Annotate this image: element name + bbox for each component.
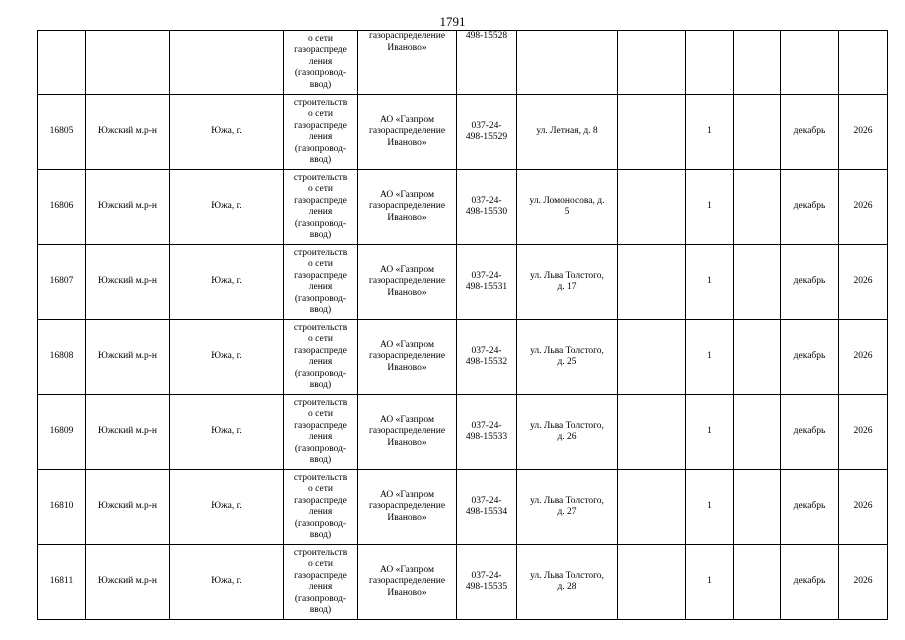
cell-district: Южский м.р-н	[86, 470, 170, 545]
cell-extra	[618, 395, 686, 470]
cell-line: газораспределение	[368, 201, 446, 212]
cell-cadastral	[457, 320, 517, 395]
cell-line: Иваново»	[387, 362, 427, 373]
cell-line: газораспреде	[294, 495, 347, 506]
cell-line: Иваново»	[387, 512, 427, 523]
table-row	[38, 245, 888, 320]
cell-extra-2	[734, 320, 781, 395]
cell-line: газораспреде	[294, 420, 347, 431]
cell-line: Иваново»	[387, 587, 427, 598]
cell-line: о сети	[308, 33, 333, 44]
cell-organization	[358, 31, 457, 95]
cell-line: ул. Льва Толстого,	[530, 570, 604, 581]
cell-line: ления	[308, 432, 333, 442]
cell-line: ул. Ломоносова, д.	[529, 195, 605, 206]
cell-line: газораспреде	[294, 345, 347, 356]
cell-line: 498-15528	[465, 31, 508, 41]
cell-address	[517, 545, 618, 620]
cell-line: (газопровод-	[294, 293, 347, 304]
cell-number: 16810	[38, 470, 86, 545]
cell-line: ул. Льва Толстого,	[530, 420, 604, 431]
cell-line: ввод)	[309, 380, 332, 390]
cell-address	[517, 470, 618, 545]
cell-year: 2026	[839, 245, 888, 320]
cell-line: (газопровод-	[294, 518, 347, 529]
cell-line: газораспределение	[368, 501, 446, 512]
cell-line: о сети	[308, 409, 333, 419]
cell-line: д. 26	[557, 432, 577, 442]
cell-extra	[618, 245, 686, 320]
cell-number: 16808	[38, 320, 86, 395]
cell-quantity: 1	[686, 170, 734, 245]
cell-line: газораспределение	[368, 426, 446, 437]
cell-extra	[618, 95, 686, 170]
cell-month: декабрь	[781, 320, 839, 395]
cell-line: ввод)	[309, 230, 332, 240]
cell-line: 498-15530	[465, 207, 508, 217]
cell-address	[517, 170, 618, 245]
cell-city: Южа, г.	[170, 470, 284, 545]
cell-line: о сети	[308, 259, 333, 269]
cell-address	[517, 95, 618, 170]
table-body	[38, 31, 888, 620]
cell-number: 16805	[38, 95, 86, 170]
cell-line: ления	[308, 132, 333, 142]
cell-cadastral	[457, 245, 517, 320]
cell-line: ления	[308, 582, 333, 592]
cell-address	[517, 320, 618, 395]
cell-line: (газопровод-	[294, 593, 347, 604]
cell-year: 2026	[839, 320, 888, 395]
cell-object-type	[284, 31, 358, 95]
cell-month: декабрь	[781, 545, 839, 620]
cell-line: АО «Газпром	[379, 414, 434, 425]
cell-line: ления	[308, 282, 333, 292]
cell-line: газораспределение	[368, 576, 446, 587]
cell-line: газораспреде	[294, 45, 347, 56]
cell-extra-2	[734, 31, 781, 95]
cell-number: 16806	[38, 170, 86, 245]
cell-cadastral	[457, 470, 517, 545]
gasification-register-table	[37, 30, 888, 620]
cell-line: ления	[308, 56, 333, 67]
cell-line: ления	[308, 207, 333, 217]
cell-cadastral	[457, 395, 517, 470]
cell-extra-2	[734, 545, 781, 620]
cell-line: д. 28	[557, 582, 577, 592]
cell-year: 2026	[839, 470, 888, 545]
cell-line: ул. Льва Толстого,	[530, 345, 604, 356]
cell-month: декабрь	[781, 395, 839, 470]
cell-line: ления	[308, 507, 333, 517]
cell-line: ввод)	[309, 79, 332, 90]
cell-line: (газопровод-	[294, 368, 347, 379]
cell-line: газораспределение	[368, 351, 446, 362]
cell-extra	[618, 170, 686, 245]
cell-line: д. 25	[557, 357, 577, 367]
cell-line: о сети	[308, 484, 333, 494]
cell-organization	[358, 395, 457, 470]
page-number: 1791	[439, 14, 466, 29]
cell-year: 2026	[839, 545, 888, 620]
cell-cadastral	[457, 545, 517, 620]
cell-district	[86, 31, 170, 95]
cell-quantity: 1	[686, 470, 734, 545]
cell-district: Южский м.р-н	[86, 320, 170, 395]
cell-extra-2	[734, 245, 781, 320]
cell-quantity: 1	[686, 245, 734, 320]
cell-line: (газопровод-	[294, 68, 347, 79]
cell-city: Южа, г.	[170, 170, 284, 245]
cell-line: Иваново»	[387, 212, 427, 223]
cell-quantity: 1	[686, 395, 734, 470]
cell-line: д. 27	[557, 507, 577, 517]
cell-line: строительств	[293, 397, 348, 408]
cell-line: о сети	[308, 184, 333, 194]
cell-line: (газопровод-	[294, 443, 347, 454]
cell-number: 16809	[38, 395, 86, 470]
cell-line: газораспреде	[294, 570, 347, 581]
cell-cadastral	[457, 31, 517, 95]
cell-line: газораспределение	[368, 31, 446, 41]
cell-number	[38, 31, 86, 95]
cell-organization	[358, 245, 457, 320]
cell-line: Иваново»	[387, 287, 427, 298]
cell-city: Южа, г.	[170, 320, 284, 395]
cell-line: ввод)	[309, 605, 332, 615]
cell-quantity: 1	[686, 95, 734, 170]
cell-address	[517, 395, 618, 470]
cell-line: о сети	[308, 559, 333, 569]
cell-extra	[618, 320, 686, 395]
cell-line: газораспределение	[368, 126, 446, 137]
cell-line: 037-24-	[471, 120, 502, 131]
cell-extra-2	[734, 395, 781, 470]
cell-line: 498-15534	[465, 507, 508, 517]
cell-year: 2026	[839, 395, 888, 470]
table-row	[38, 470, 888, 545]
cell-organization	[358, 95, 457, 170]
cell-line: 037-24-	[471, 345, 502, 356]
cell-object-type	[284, 95, 358, 170]
cell-line: 037-24-	[471, 495, 502, 506]
cell-line: 498-15535	[465, 582, 508, 592]
cell-line: АО «Газпром	[379, 489, 434, 500]
cell-line: газораспреде	[294, 120, 347, 131]
cell-line: строительств	[293, 247, 348, 258]
cell-district: Южский м.р-н	[86, 395, 170, 470]
cell-organization	[358, 545, 457, 620]
cell-line: ул. Льва Толстого,	[530, 270, 604, 281]
cell-year: 2026	[839, 95, 888, 170]
cell-line: строительств	[293, 322, 348, 333]
cell-line: ул. Летная, д. 8	[536, 126, 598, 137]
cell-organization	[358, 320, 457, 395]
cell-line: АО «Газпром	[379, 564, 434, 575]
table-row	[38, 395, 888, 470]
cell-object-type	[284, 395, 358, 470]
cell-city: Южа, г.	[170, 95, 284, 170]
table-row	[38, 170, 888, 245]
cell-line: Иваново»	[387, 137, 427, 148]
cell-object-type	[284, 470, 358, 545]
cell-city: Южа, г.	[170, 545, 284, 620]
cell-line: ввод)	[309, 530, 332, 540]
cell-address	[517, 245, 618, 320]
cell-line: о сети	[308, 334, 333, 344]
cell-month	[781, 31, 839, 95]
cell-district: Южский м.р-н	[86, 545, 170, 620]
cell-line: (газопровод-	[294, 143, 347, 154]
cell-line: ввод)	[309, 455, 332, 465]
cell-line: АО «Газпром	[379, 114, 434, 125]
cell-line: 037-24-	[471, 420, 502, 431]
cell-year	[839, 31, 888, 95]
cell-month: декабрь	[781, 95, 839, 170]
cell-extra-2	[734, 470, 781, 545]
cell-line: 498-15532	[465, 357, 508, 367]
cell-district: Южский м.р-н	[86, 170, 170, 245]
cell-line: 498-15531	[465, 282, 508, 292]
cell-line: строительств	[293, 97, 348, 108]
cell-line: газораспреде	[294, 270, 347, 281]
cell-city	[170, 31, 284, 95]
cell-city: Южа, г.	[170, 395, 284, 470]
cell-line: Иваново»	[387, 437, 427, 448]
cell-extra	[618, 31, 686, 95]
cell-extra-2	[734, 170, 781, 245]
table-row	[38, 320, 888, 395]
cell-cadastral	[457, 170, 517, 245]
table-row	[38, 95, 888, 170]
cell-line: ления	[308, 357, 333, 367]
cell-line: 037-24-	[471, 570, 502, 581]
cell-month: декабрь	[781, 470, 839, 545]
cell-cadastral	[457, 95, 517, 170]
cell-number: 16807	[38, 245, 86, 320]
cell-number: 16811	[38, 545, 86, 620]
cell-district: Южский м.р-н	[86, 245, 170, 320]
cell-line: Иваново»	[387, 42, 427, 53]
cell-line: строительств	[293, 172, 348, 183]
cell-line: 498-15529	[465, 132, 508, 142]
cell-line: АО «Газпром	[379, 339, 434, 350]
cell-line: строительств	[293, 472, 348, 483]
cell-object-type	[284, 170, 358, 245]
cell-line: ул. Льва Толстого,	[530, 495, 604, 506]
cell-line: д. 17	[557, 282, 577, 292]
cell-line: (газопровод-	[294, 218, 347, 229]
cell-object-type	[284, 245, 358, 320]
cell-line: газораспреде	[294, 195, 347, 206]
cell-month: декабрь	[781, 170, 839, 245]
table-row	[38, 545, 888, 620]
cell-line: строительств	[293, 547, 348, 558]
cell-year: 2026	[839, 170, 888, 245]
cell-line: газораспределение	[368, 276, 446, 287]
cell-line: 037-24-	[471, 195, 502, 206]
cell-line: ввод)	[309, 155, 332, 165]
cell-line: о сети	[308, 109, 333, 119]
cell-quantity	[686, 31, 734, 95]
cell-organization	[358, 170, 457, 245]
cell-line: 498-15533	[465, 432, 508, 442]
cell-line: ввод)	[309, 305, 332, 315]
cell-extra	[618, 470, 686, 545]
cell-line: 5	[564, 207, 570, 217]
cell-city: Южа, г.	[170, 245, 284, 320]
cell-quantity: 1	[686, 320, 734, 395]
cell-object-type	[284, 320, 358, 395]
cell-district: Южский м.р-н	[86, 95, 170, 170]
cell-object-type	[284, 545, 358, 620]
cell-line: АО «Газпром	[379, 264, 434, 275]
cell-quantity: 1	[686, 545, 734, 620]
cell-line: 037-24-	[471, 270, 502, 281]
cell-extra-2	[734, 95, 781, 170]
cell-address	[517, 31, 618, 95]
cell-organization	[358, 470, 457, 545]
cell-line: АО «Газпром	[379, 189, 434, 200]
cell-month: декабрь	[781, 245, 839, 320]
table-row-continued	[38, 31, 888, 95]
cell-extra	[618, 545, 686, 620]
